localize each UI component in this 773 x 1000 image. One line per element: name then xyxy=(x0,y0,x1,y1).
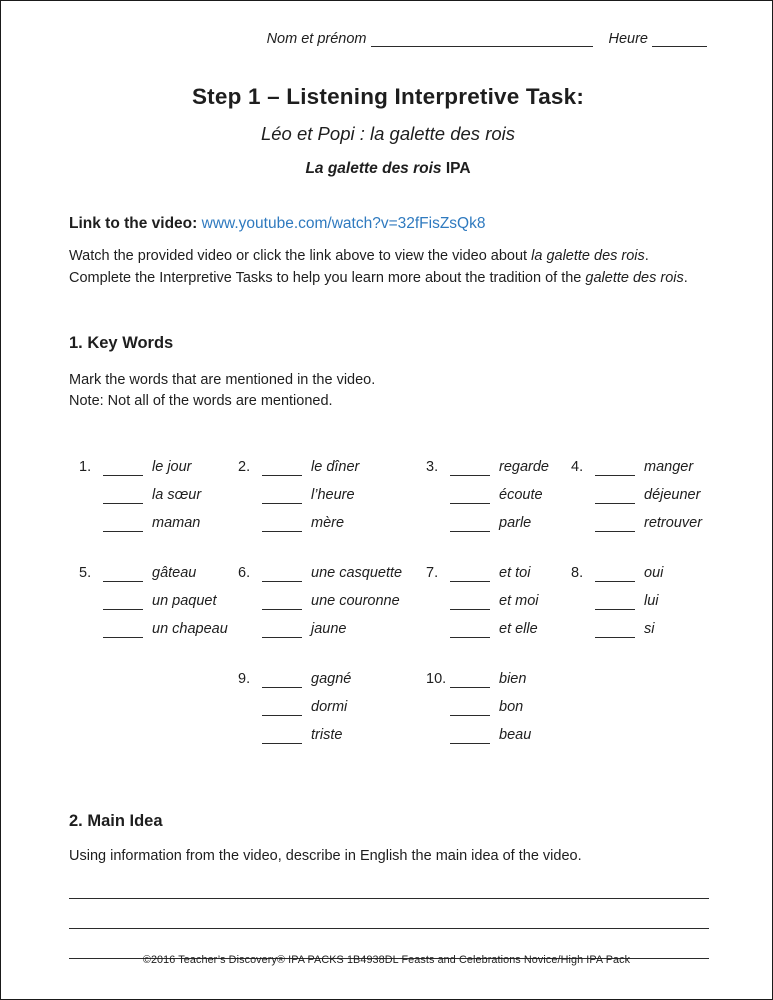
intro-line2-italic: galette des rois xyxy=(585,269,684,286)
key-word-line xyxy=(238,554,426,582)
key-word-line xyxy=(238,688,426,716)
key-word-line xyxy=(238,660,426,688)
word-blank xyxy=(103,517,143,532)
word-blank xyxy=(262,567,302,582)
word-blank xyxy=(450,489,490,504)
key-word-number: 4. xyxy=(571,459,584,475)
ipa-title-regular: IPA xyxy=(445,160,471,177)
key-word-label: le jour xyxy=(152,459,192,475)
word-blank xyxy=(262,461,302,476)
key-word-label: gagné xyxy=(311,671,352,687)
key-word-line xyxy=(238,504,426,532)
intro-line1-text: Watch the provided video or click the link above to view the video about xyxy=(69,248,532,264)
key-word-line xyxy=(426,716,571,744)
key-word-label: gâteau xyxy=(152,565,197,581)
key-word-group xyxy=(426,660,571,744)
word-blank xyxy=(103,461,143,476)
word-blank xyxy=(262,489,302,504)
key-word-group xyxy=(238,448,426,532)
key-word-line xyxy=(238,610,426,638)
key-word-group xyxy=(426,554,571,638)
key-word-label: un paquet xyxy=(152,593,217,609)
word-blank xyxy=(450,729,490,744)
main-idea-answer-lines xyxy=(69,869,707,959)
key-word-label: l’heure xyxy=(311,487,355,503)
word-blank xyxy=(450,517,490,532)
key-word-number: 6. xyxy=(238,565,251,581)
intro-line2-period: . xyxy=(683,269,688,286)
key-word-label: bien xyxy=(499,671,527,687)
key-word-empty-cell xyxy=(571,660,707,766)
key-word-number: 9. xyxy=(238,671,251,687)
word-blank xyxy=(450,701,490,716)
key-word-label: une casquette xyxy=(311,565,403,581)
key-word-group xyxy=(426,448,571,532)
key-word-group xyxy=(571,554,707,638)
key-word-label: dormi xyxy=(311,699,348,715)
word-blank xyxy=(595,595,635,610)
key-word-line xyxy=(79,582,238,610)
key-word-line xyxy=(426,660,571,688)
intro-line1-period: . xyxy=(644,248,649,264)
name-label: Nom et prénom xyxy=(266,31,367,47)
key-word-number: 1. xyxy=(79,459,92,475)
page-subtitle: Léo et Popi : la galette des rois xyxy=(260,123,516,144)
word-blank xyxy=(103,489,143,504)
key-word-number: 3. xyxy=(426,459,439,475)
answer-line xyxy=(69,899,709,929)
key-word-label: un chapeau xyxy=(152,621,228,637)
word-blank xyxy=(450,461,490,476)
key-word-label: la sœur xyxy=(152,487,202,503)
copyright-footer: ©2016 Teacher’s Discovery® IPA PACKS 1B4938DL Feasts and Celebrations Novice/High IPA Pack xyxy=(142,954,631,966)
main-idea-instruction: Using information from the video, describe in English the main idea of the video. xyxy=(69,848,582,864)
key-word-label: manger xyxy=(644,459,694,475)
key-word-line xyxy=(238,582,426,610)
main-idea-heading: 2. Main Idea xyxy=(69,812,163,830)
key-word-label: triste xyxy=(311,727,343,743)
word-blank xyxy=(103,595,143,610)
intro-line-2 xyxy=(69,268,707,290)
key-words-heading: 1. Key Words xyxy=(69,334,174,352)
key-word-label: lui xyxy=(644,593,659,609)
word-blank xyxy=(595,517,635,532)
key-word-line xyxy=(426,582,571,610)
key-word-label: le dîner xyxy=(311,459,360,475)
key-word-label: déjeuner xyxy=(644,487,701,503)
intro-line1-italic: la galette des rois xyxy=(531,248,645,264)
key-word-line xyxy=(426,688,571,716)
key-word-number: 2. xyxy=(238,459,251,475)
key-word-label: et toi xyxy=(499,565,531,581)
intro-line-1 xyxy=(69,246,707,268)
key-word-line xyxy=(426,504,571,532)
word-blank xyxy=(262,517,302,532)
key-words-instructions xyxy=(69,370,707,411)
word-blank xyxy=(595,461,635,476)
word-blank xyxy=(262,673,302,688)
key-word-group xyxy=(238,660,426,744)
word-blank xyxy=(595,623,635,638)
name-blank xyxy=(371,32,593,47)
key-word-line xyxy=(79,504,238,532)
key-word-group xyxy=(79,554,238,638)
key-word-line xyxy=(571,554,707,582)
key-word-empty-cell xyxy=(79,660,238,766)
key-word-line xyxy=(426,554,571,582)
key-word-number: 7. xyxy=(426,565,439,581)
video-link-label: Link to the video: xyxy=(69,215,198,232)
key-word-label: retrouver xyxy=(644,515,703,531)
key-word-label: et elle xyxy=(499,621,538,637)
key-word-label: bon xyxy=(499,699,524,715)
word-blank xyxy=(262,623,302,638)
key-word-label: mère xyxy=(311,515,345,531)
key-words-grid xyxy=(79,448,707,766)
word-blank xyxy=(450,623,490,638)
key-word-group xyxy=(238,554,426,638)
name-heure-header xyxy=(69,31,707,47)
word-blank xyxy=(103,623,143,638)
heure-label: Heure xyxy=(608,31,648,47)
key-word-line xyxy=(426,610,571,638)
key-word-label: oui xyxy=(644,565,664,581)
key-words-instruction-2: Note: Not all of the words are mentioned. xyxy=(69,392,333,409)
word-blank xyxy=(262,729,302,744)
word-blank xyxy=(262,595,302,610)
key-word-number: 10. xyxy=(426,671,447,687)
intro-paragraph xyxy=(69,246,707,289)
key-word-group xyxy=(79,448,238,532)
key-word-line xyxy=(426,448,571,476)
word-blank xyxy=(262,701,302,716)
word-blank xyxy=(595,489,635,504)
key-word-label: écoute xyxy=(499,487,543,503)
key-word-label: si xyxy=(644,621,655,637)
key-word-label: jaune xyxy=(311,621,347,637)
key-word-label: maman xyxy=(152,515,201,531)
key-word-line xyxy=(238,716,426,744)
video-link-row xyxy=(69,215,707,233)
video-link[interactable]: www.youtube.com/watch?v=32fFisZsQk8 xyxy=(201,215,486,232)
key-word-line xyxy=(426,476,571,504)
key-word-line xyxy=(79,554,238,582)
word-blank xyxy=(450,673,490,688)
ipa-title xyxy=(69,160,707,178)
word-blank xyxy=(450,595,490,610)
heure-blank xyxy=(652,32,707,47)
key-word-label: une couronne xyxy=(311,593,400,609)
key-word-line xyxy=(79,610,238,638)
key-word-label: beau xyxy=(499,727,532,743)
key-word-number: 8. xyxy=(571,565,584,581)
key-word-line xyxy=(238,476,426,504)
key-word-label: parle xyxy=(499,515,532,531)
page-title: Step 1 – Listening Interpretive Task: xyxy=(191,84,585,109)
key-words-instruction-1: Mark the words that are mentioned in the video. xyxy=(69,372,376,388)
key-word-line xyxy=(79,448,238,476)
key-word-line xyxy=(79,476,238,504)
ipa-title-italic: La galette des rois xyxy=(305,160,442,177)
key-word-line xyxy=(571,448,707,476)
key-word-group xyxy=(571,448,707,532)
word-blank xyxy=(595,567,635,582)
key-word-line xyxy=(571,504,707,532)
key-word-label: et moi xyxy=(499,593,539,609)
key-word-line xyxy=(571,476,707,504)
answer-line xyxy=(69,869,709,899)
intro-line2-text: Complete the Interpretive Tasks to help you learn more about the tradition of the xyxy=(69,269,586,286)
word-blank xyxy=(103,567,143,582)
word-blank xyxy=(450,567,490,582)
key-word-label: regarde xyxy=(499,459,549,475)
key-word-line xyxy=(571,610,707,638)
key-word-number: 5. xyxy=(79,565,92,581)
key-word-line xyxy=(571,582,707,610)
key-word-line xyxy=(238,448,426,476)
